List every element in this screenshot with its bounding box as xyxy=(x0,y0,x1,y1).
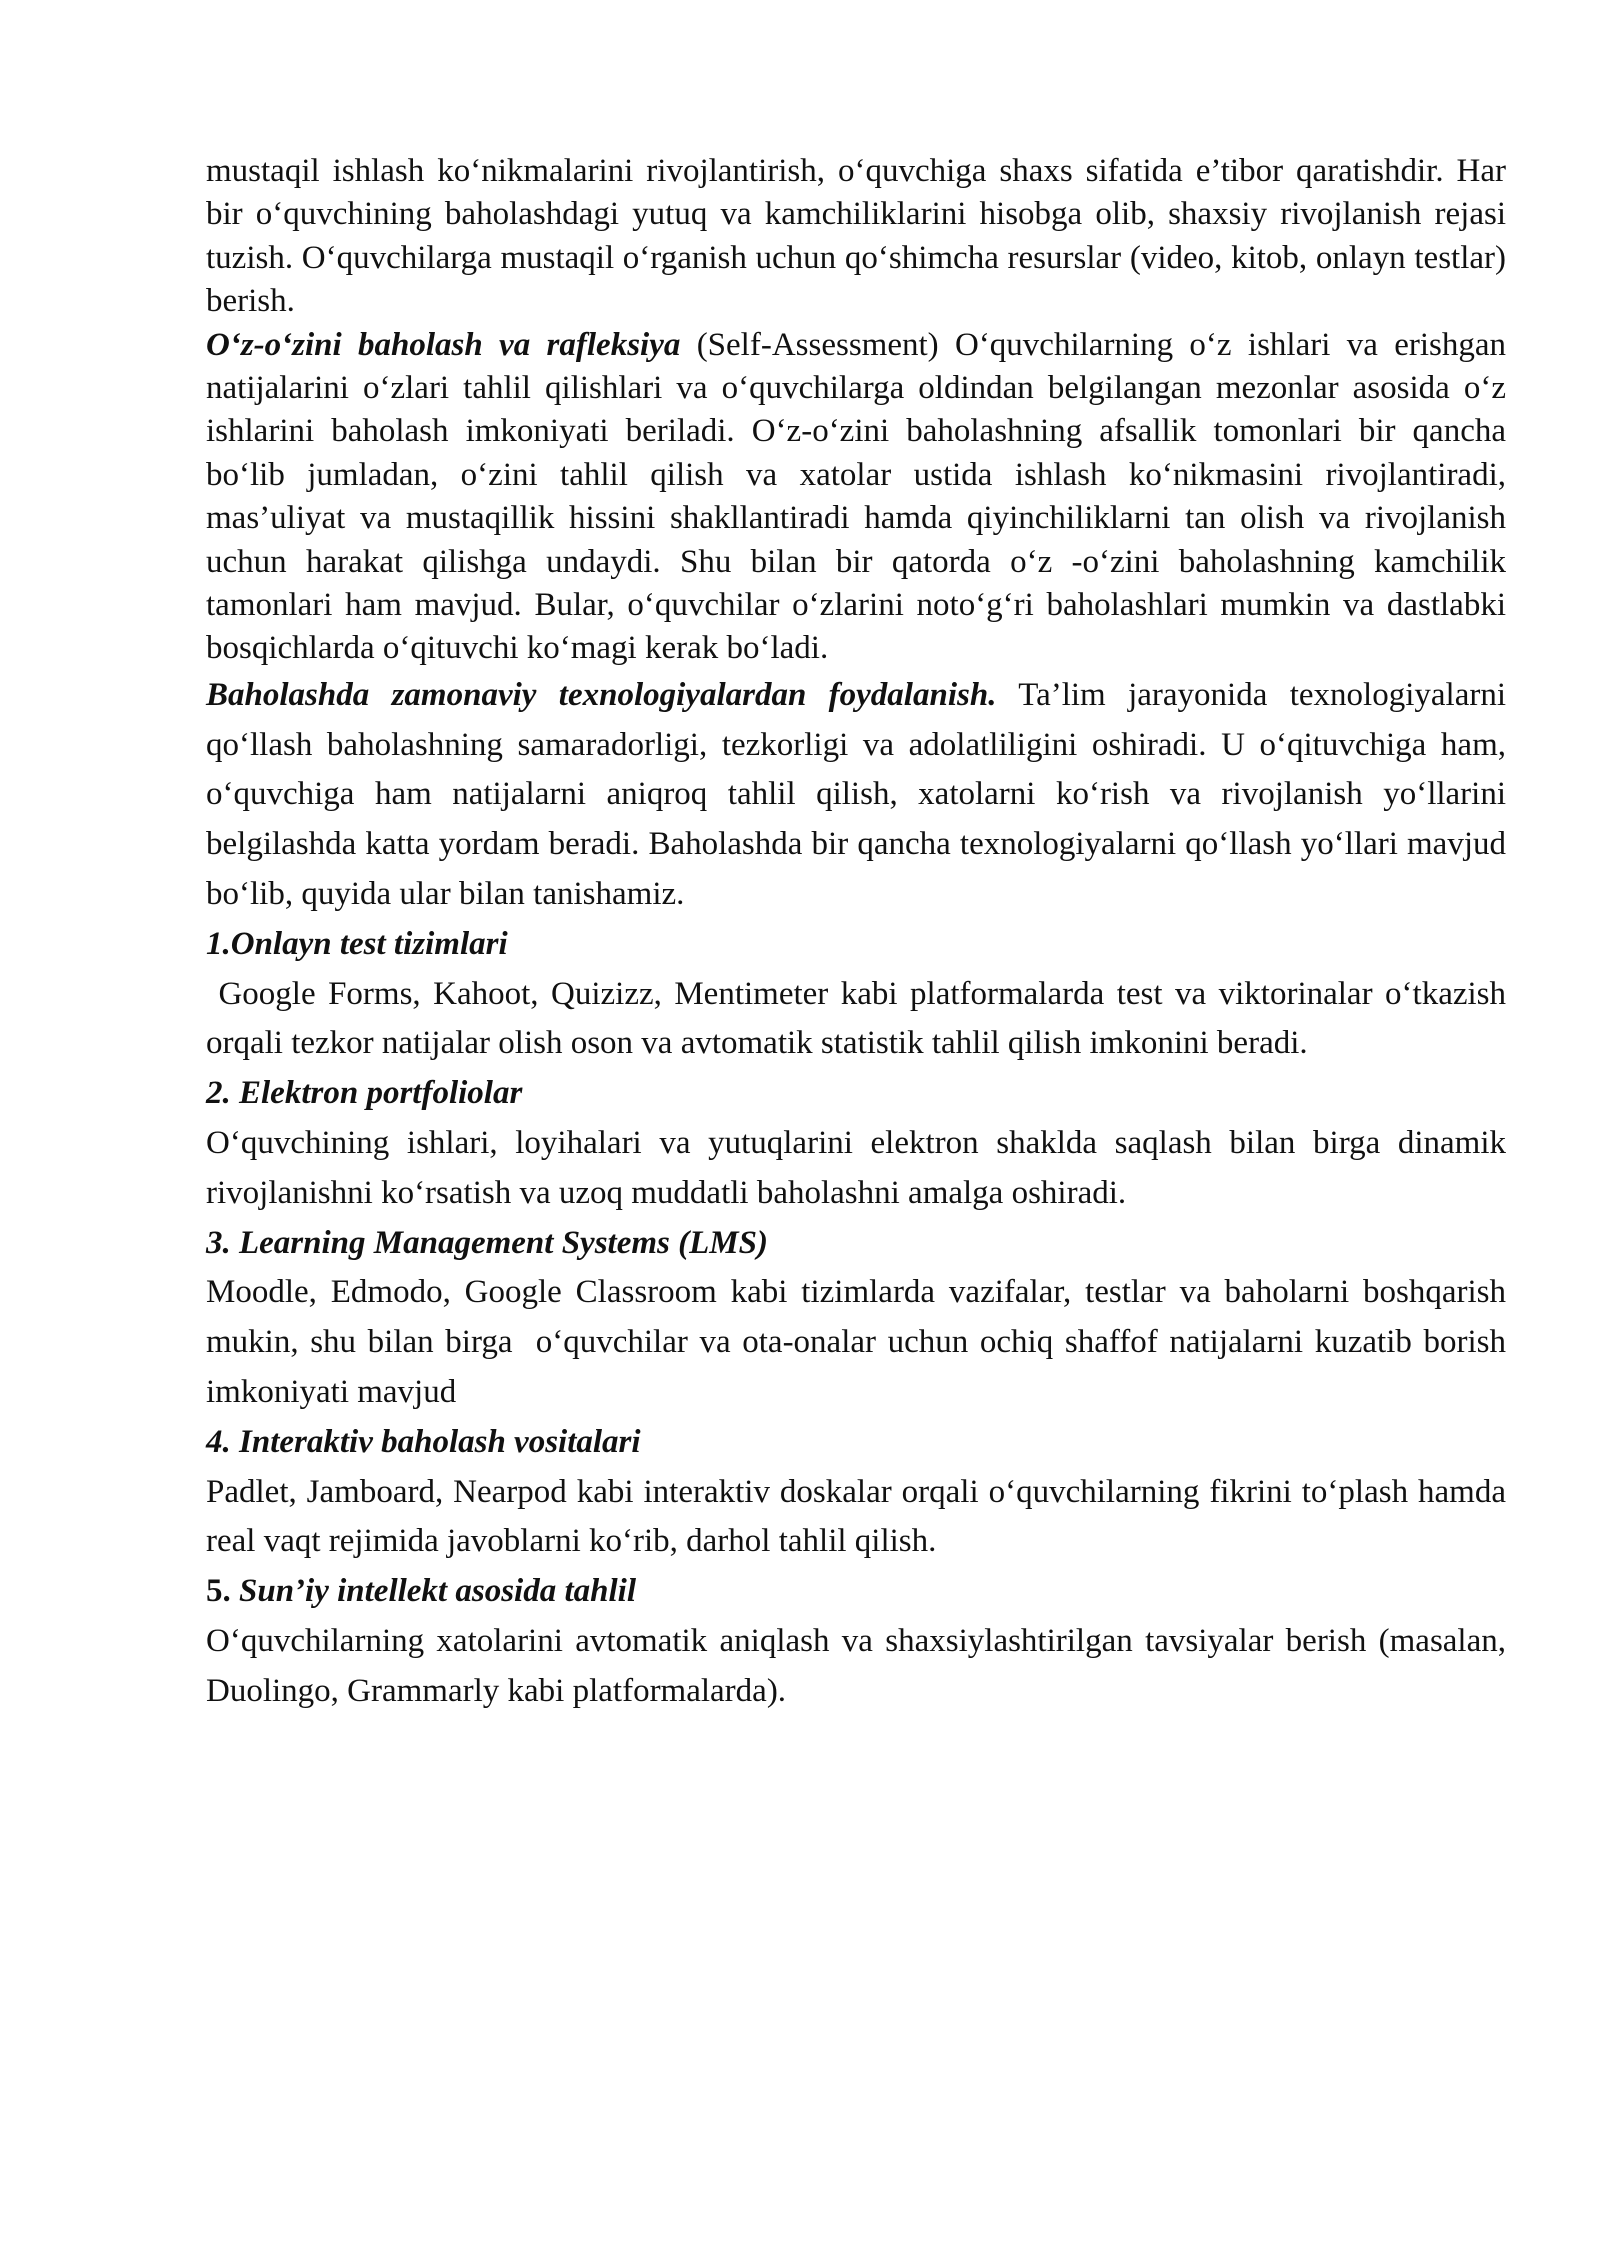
section-title: Learning Management Systems (LMS) xyxy=(230,1224,768,1261)
section-title: . Interaktiv baholash vositalari xyxy=(222,1423,641,1460)
section-text-5: O‘quvchilarning xatolarini avtomatik aniqlash va shaxsiylashtirilgan tavsiyalar berish (masalan, Duolingo, Grammarly kabi platformalarda). xyxy=(206,1623,1506,1709)
section-heading-4 xyxy=(206,1418,1506,1468)
technology-paragraph xyxy=(206,671,1506,920)
technology-lead: Baholashda zamonaviy texnologiyalardan foydalanish. xyxy=(206,676,997,713)
section-number: 4 xyxy=(206,1423,223,1460)
section-number: 3. xyxy=(206,1224,231,1261)
section-number: 1. xyxy=(206,925,231,962)
section-heading-1 xyxy=(206,920,1506,970)
self-assessment-lead: O‘z-o‘zini baholash va rafleksiya xyxy=(206,326,681,363)
section-title: Onlayn test tizimlari xyxy=(230,925,508,962)
section-title: Elektron portfoliolar xyxy=(230,1075,523,1112)
section-title: Sun’iy intellekt asosida tahlil xyxy=(230,1573,636,1610)
section-text-1: Google Forms, Kahoot, Quizizz, Mentimeter kabi platformalarda test va viktorinalar o‘tkazish orqali tezkor natijalar olish oson va avtomatik statistik tahlil qilish imkonini beradi. xyxy=(206,975,1515,1062)
technology-body: Ta’lim jarayonida texnologiyalarni qo‘llash baholashning samaradorligi, tezkorligi va adolatliligini oshiradi. U o‘qituvchiga ham, o‘quvchiga ham natijalarni aniqroq tahlil qilish, xatolarni ko‘rish va rivojlanish yo‘llarini belgilashda katta yordam beradi. Baholashda bir qancha texnologiyalarni qo‘llash yo‘llari mavjud bo‘lib, quyida ular bilan tanishamiz. xyxy=(206,676,1506,913)
intro-paragraph: mustaqil ishlash ko‘nikmalarini rivojlantirish, o‘quvchiga shaxs sifatida e’tibor qaratishdir. Har bir o‘quvchining baholashdagi yutuq va kamchiliklarini hisobga olib, shaxsiy rivojlanish rejasi tuzish. O‘quvchilarga mustaqil o‘rganish uchun qo‘shimcha resurslar (video, kitob, onlayn testlar) berish. xyxy=(206,153,1506,320)
section-heading-2 xyxy=(206,1069,1506,1119)
section-text-4: Padlet, Jamboard, Nearpod kabi interaktiv doskalar orqali o‘quvchilarning fikrini to‘plash hamda real vaqt rejimida javoblarni ko‘rib, darhol tahlil qilish. xyxy=(206,1473,1506,1560)
section-number: 5. xyxy=(206,1573,231,1610)
section-number: 2. xyxy=(206,1075,231,1112)
section-heading-3 xyxy=(206,1219,1506,1269)
self-assessment-paragraph xyxy=(206,324,1506,671)
section-heading-5 xyxy=(206,1567,1506,1617)
self-assessment-body: (Self-Assessment) O‘quvchilarning o‘z ishlari va erishgan natijalarini o‘zlari tahlil qilishlari va o‘quvchilarga oldindan belgilangan mezonlar asosida o‘z ishlarini baholash imkoniyati beriladi. O‘z-o‘zini baholashning afsallik tomonlari bir qancha bo‘lib jumladan, o‘zini tahlil qilish va xatolar ustida ishlash ko‘nikmasini rivojlantiradi, mas’uliyat va mustaqillik hissini shakllantiradi hamda qiyinchiliklarni tan olish va rivojlanish uchun harakat qilishga undaydi. Shu bilan bir qatorda o‘z -o‘zini baholashning kamchilik tamonlari ham mavjud. Bular, o‘quvchilar o‘zlarini noto‘g‘ri baholashlari mumkin va dastlabki bosqichlarda o‘qituvchi ko‘magi kerak bo‘ladi. xyxy=(206,326,1506,667)
section-text-2: O‘quvchining ishlari, loyihalari va yutuqlarini elektron shaklda saqlash bilan birga dinamik rivojlanishni ko‘rsatish va uzoq muddatli baholashni amalga oshiradi. xyxy=(206,1125,1506,1211)
section-text-3: Moodle, Edmodo, Google Classroom kabi tizimlarda vazifalar, testlar va baholarni boshqarish mukin, shu bilan birga o‘quvchilar va ota-onalar uchun ochiq shaffof natijalarni kuzatib borish imkoniyati mavjud xyxy=(206,1274,1515,1411)
